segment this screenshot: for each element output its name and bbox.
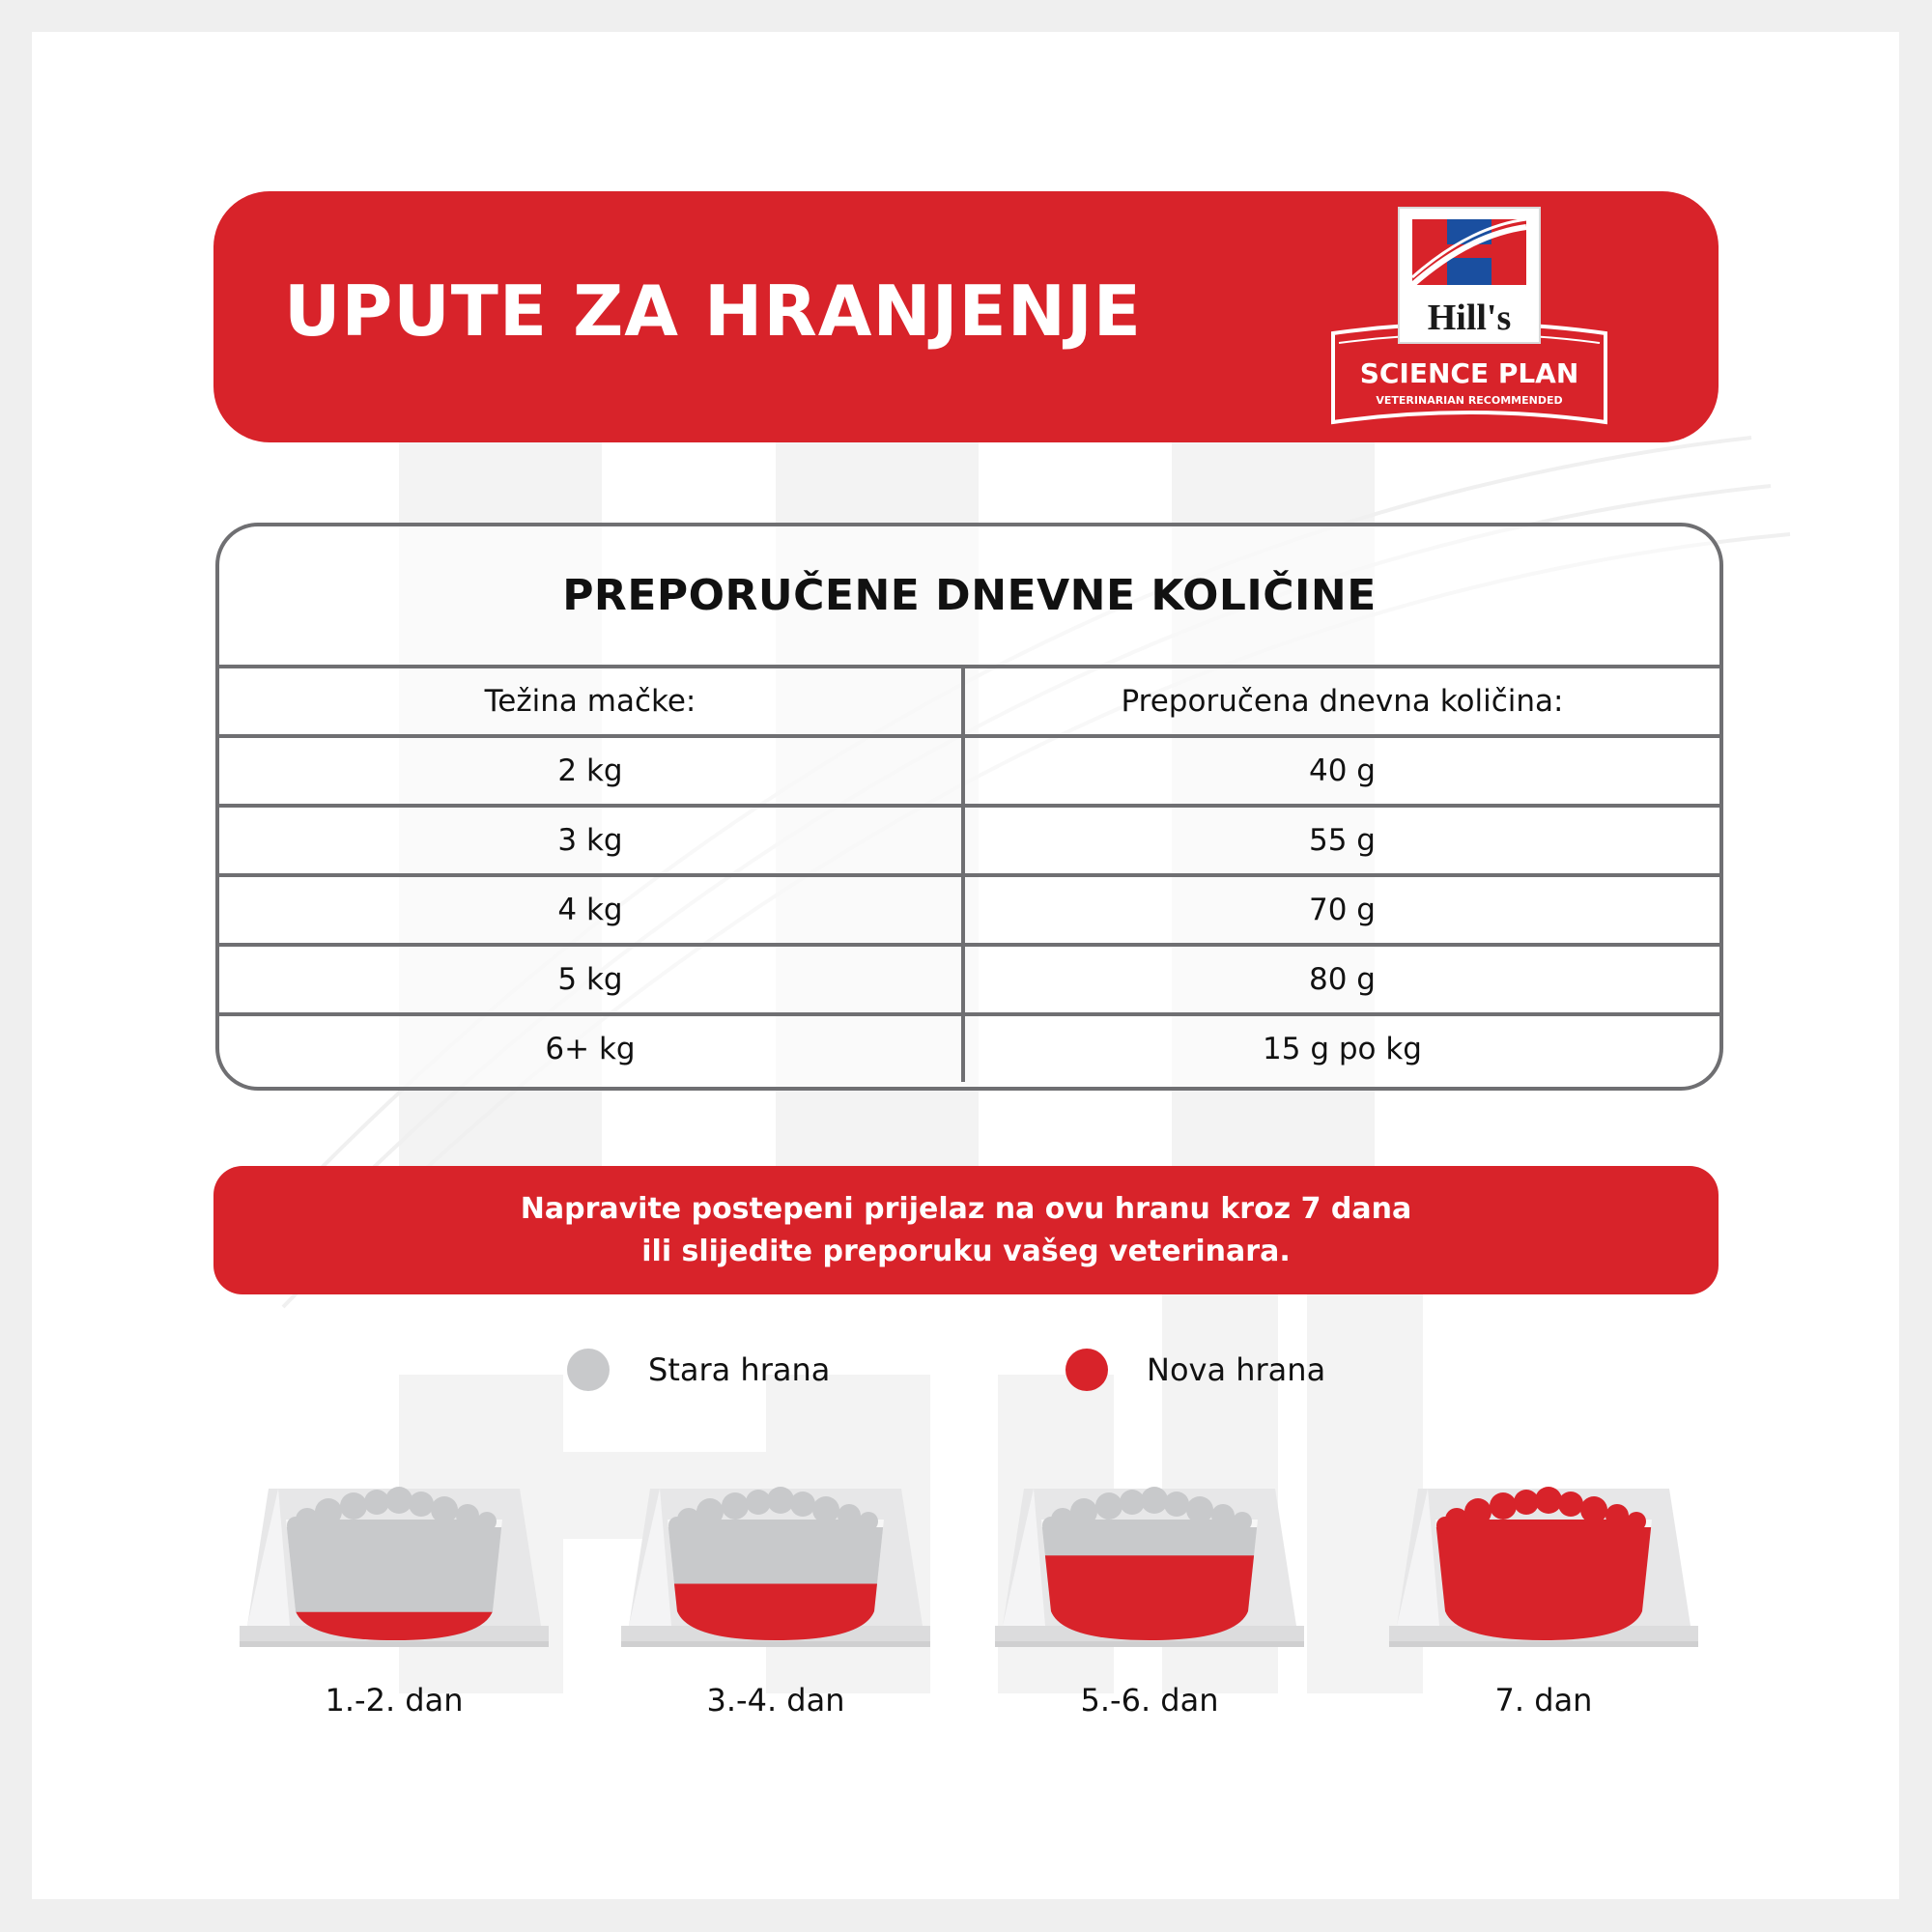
bowl-base-shadow	[995, 1641, 1304, 1647]
kibble	[812, 1496, 839, 1523]
bowl-label: 5.-6. dan	[1080, 1682, 1219, 1719]
kibble	[364, 1490, 389, 1515]
red-dot-icon	[1065, 1349, 1108, 1391]
kibble	[1490, 1492, 1517, 1520]
kibble-mound	[1049, 1520, 1250, 1535]
table-row	[219, 736, 1719, 806]
grey-dot-icon	[567, 1349, 610, 1391]
feeding-table	[219, 665, 1719, 1082]
amount-cell: 80 g	[963, 945, 1719, 1014]
logo-brand: Hill's	[1427, 298, 1512, 338]
amount-cell: 40 g	[963, 736, 1719, 806]
legend-new-label: Nova hrana	[1147, 1351, 1326, 1388]
kibble	[431, 1496, 458, 1523]
weight-cell: 4 kg	[219, 875, 963, 945]
table-title: PREPORUČENE DNEVNE KOLIČINE	[562, 571, 1377, 620]
bowl-label: 3.-4. dan	[706, 1682, 845, 1719]
kibble	[1141, 1487, 1168, 1514]
kibble	[1535, 1487, 1562, 1514]
kibble	[1164, 1492, 1189, 1517]
kibble	[1095, 1492, 1122, 1520]
kibble	[722, 1492, 749, 1520]
food-bowl	[240, 1481, 549, 1674]
page-title: UPUTE ZA HRANJENJE	[284, 270, 1142, 352]
kibble	[340, 1492, 367, 1520]
amount-cell: 55 g	[963, 806, 1719, 875]
bowl-base-shadow	[240, 1641, 549, 1647]
logo-line1: SCIENCE PLAN	[1359, 357, 1579, 389]
legend-new-food	[1065, 1341, 1325, 1399]
amount-cell: 15 g po kg	[963, 1014, 1719, 1082]
hills-logo	[1329, 206, 1609, 430]
kibble	[1186, 1496, 1213, 1523]
transition-banner	[213, 1166, 1719, 1294]
kibble	[1514, 1490, 1539, 1515]
transition-line-2: ili slijedite preporuku vašeg veterinara.	[641, 1234, 1291, 1268]
column-header-amount: Preporučena dnevna količina:	[963, 667, 1719, 736]
weight-cell: 6+ kg	[219, 1014, 963, 1082]
bowl-base-shadow	[621, 1641, 930, 1647]
kibble	[790, 1492, 815, 1517]
kibble	[1580, 1496, 1607, 1523]
weight-cell: 2 kg	[219, 736, 963, 806]
bowl-label: 7. dan	[1494, 1682, 1593, 1719]
kibble	[385, 1487, 412, 1514]
kibble	[746, 1490, 771, 1515]
food-bowl	[621, 1481, 930, 1674]
food-bowl	[1389, 1481, 1698, 1674]
weight-cell: 3 kg	[219, 806, 963, 875]
kibble	[1120, 1490, 1145, 1515]
weight-cell: 5 kg	[219, 945, 963, 1014]
table-row	[219, 1014, 1719, 1082]
legend-old-food	[567, 1341, 830, 1399]
column-header-weight: Težina mačke:	[219, 667, 963, 736]
page	[32, 32, 1899, 1899]
header-banner	[213, 191, 1719, 442]
logo-line2: VETERINARIAN RECOMMENDED	[1376, 394, 1563, 407]
feeding-table-card	[215, 523, 1723, 1091]
table-row	[219, 806, 1719, 875]
bowl-base-shadow	[1389, 1641, 1698, 1647]
kibble-mound	[675, 1520, 876, 1535]
bowl-label: 1.-2. dan	[325, 1682, 464, 1719]
kibble-mound	[294, 1520, 495, 1535]
kibble	[1558, 1492, 1583, 1517]
transition-line-1: Napravite postepeni prijelaz na ovu hranu kroz 7 dana	[520, 1191, 1412, 1226]
amount-cell: 70 g	[963, 875, 1719, 945]
table-row	[219, 945, 1719, 1014]
kibble	[767, 1487, 794, 1514]
food-bowl	[995, 1481, 1304, 1674]
table-row	[219, 875, 1719, 945]
kibble	[409, 1492, 434, 1517]
kibble-mound	[1443, 1520, 1644, 1535]
table-header-row	[219, 667, 1719, 736]
legend-old-label: Stara hrana	[648, 1351, 831, 1388]
